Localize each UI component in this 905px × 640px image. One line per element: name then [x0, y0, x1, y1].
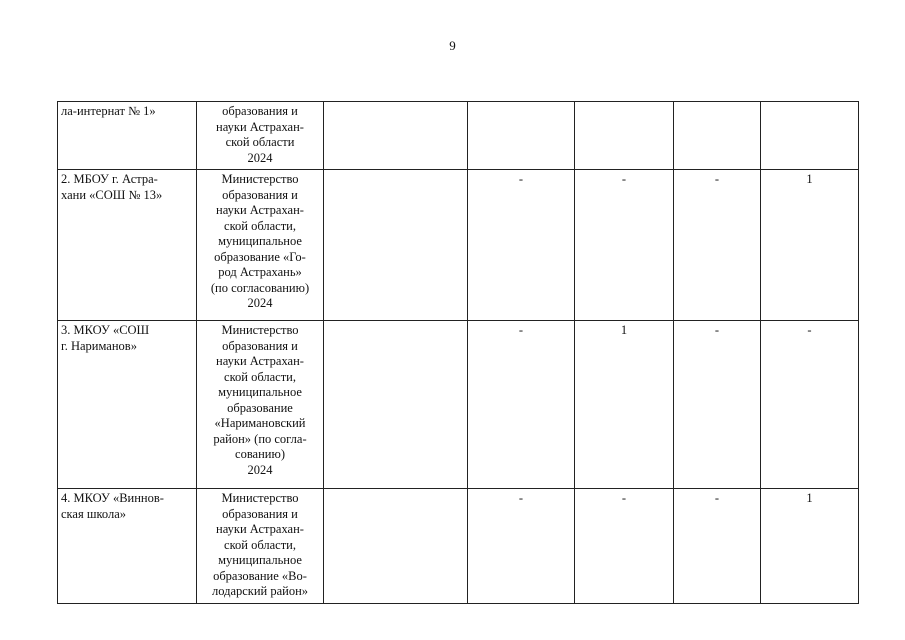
responsible-line: 2024 — [247, 150, 273, 165]
table-row — [58, 489, 859, 604]
responsible-line: ской области, — [224, 218, 296, 233]
org-cell — [58, 102, 197, 170]
responsible-line: науки Астрахан- — [216, 354, 304, 368]
value-cell: - — [468, 170, 575, 321]
org-cell — [58, 170, 197, 321]
responsible-line: муниципальное — [218, 234, 302, 248]
org-line: 4. МКОУ «Виннов- — [61, 491, 164, 505]
responsible-line: Министерство — [221, 491, 299, 505]
responsible-line: образования и — [222, 338, 298, 353]
org-cell — [58, 489, 197, 604]
responsible-line: Министерство — [221, 323, 299, 337]
org-line: ла-интернат № 1» — [61, 104, 156, 118]
empty-cell — [324, 102, 468, 170]
responsible-cell — [197, 321, 324, 489]
value-cell: - — [674, 489, 761, 604]
empty-cell — [324, 489, 468, 604]
responsible-line: сованию) — [235, 447, 285, 461]
org-line: 2. МБОУ г. Астра- — [61, 172, 158, 186]
value-cell: 1 — [761, 170, 859, 321]
org-line: г. Нариманов» — [61, 338, 137, 353]
value-cell: - — [761, 321, 859, 489]
responsible-line: образование «Во- — [213, 568, 307, 583]
value-cell: - — [674, 321, 761, 489]
table-row — [58, 102, 859, 170]
responsible-line: род Астрахань» — [218, 265, 302, 279]
responsible-cell — [197, 170, 324, 321]
org-cell — [58, 321, 197, 489]
document-table — [57, 101, 859, 604]
table-row — [58, 321, 859, 489]
value-cell: - — [468, 321, 575, 489]
responsible-line: ской области — [225, 135, 295, 149]
responsible-cell — [197, 489, 324, 604]
responsible-line: (по согласованию) — [210, 280, 310, 295]
org-line: ская школа» — [61, 506, 127, 521]
value-cell: 1 — [761, 489, 859, 604]
table-row — [58, 170, 859, 321]
responsible-cell — [197, 102, 324, 170]
value-cell — [575, 102, 674, 170]
responsible-line: 2024 — [247, 462, 273, 477]
responsible-line: ской области, — [224, 537, 296, 552]
org-line: хани «СОШ № 13» — [61, 187, 163, 202]
value-cell: - — [468, 489, 575, 604]
empty-cell — [324, 321, 468, 489]
responsible-line: образование — [227, 400, 293, 415]
responsible-line: образования и — [222, 187, 298, 202]
responsible-line: муниципальное — [218, 385, 302, 399]
responsible-line: образования и — [222, 104, 298, 118]
responsible-line: образование «Го- — [214, 249, 306, 264]
responsible-line: науки Астрахан- — [216, 522, 304, 536]
value-cell — [761, 102, 859, 170]
value-cell — [674, 102, 761, 170]
responsible-line: ской области, — [224, 369, 296, 384]
responsible-line: «Наримановский — [214, 416, 306, 430]
empty-cell — [324, 170, 468, 321]
responsible-line: Министерство — [221, 172, 299, 186]
value-cell — [468, 102, 575, 170]
responsible-line: 2024 — [247, 296, 273, 310]
responsible-line: район» (по согла- — [213, 431, 307, 446]
responsible-line: муниципальное — [218, 553, 302, 567]
page-number: 9 — [449, 38, 456, 53]
value-cell: - — [674, 170, 761, 321]
responsible-line: лодарский район» — [211, 584, 309, 598]
value-cell: - — [575, 170, 674, 321]
responsible-line: образования и — [222, 506, 298, 521]
value-cell: - — [575, 489, 674, 604]
responsible-line: науки Астрахан- — [216, 119, 304, 134]
org-line: 3. МКОУ «СОШ — [61, 323, 150, 337]
responsible-line: науки Астрахан- — [216, 203, 304, 217]
value-cell: 1 — [575, 321, 674, 489]
